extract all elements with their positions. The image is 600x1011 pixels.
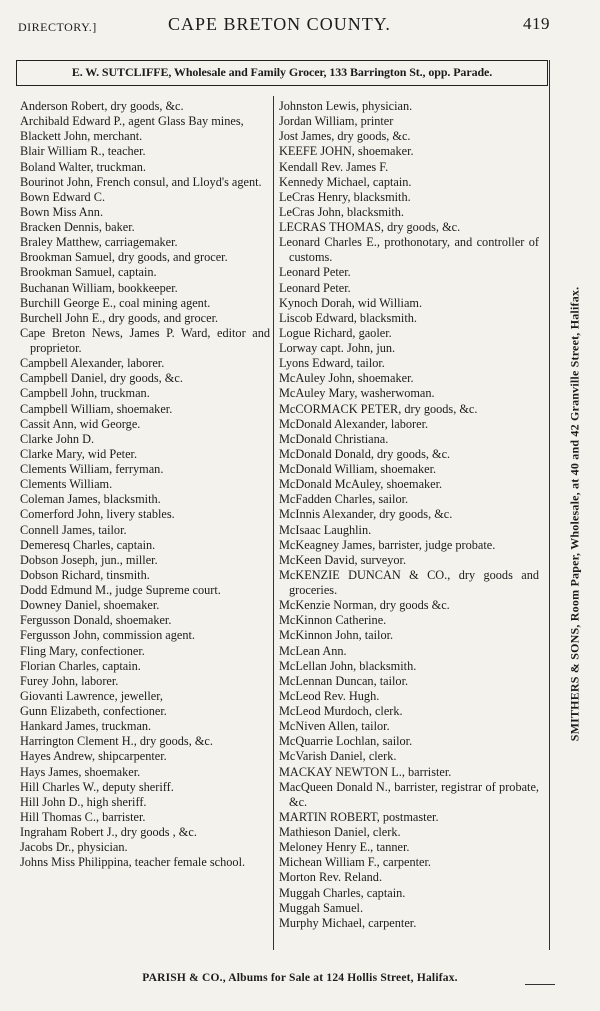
directory-entry: McQuarrie Lochlan, sailor. — [279, 734, 413, 749]
directory-entry: Leonard Peter. — [279, 280, 351, 295]
directory-entry: Bown Miss Ann. — [20, 204, 104, 219]
directory-entry: McLeod Rev. Hugh. — [279, 688, 380, 703]
column-divider — [273, 96, 274, 950]
directory-entry: Fergusson Donald, shoemaker. — [20, 613, 172, 628]
directory-entry: McKinnon John, tailor. — [279, 628, 394, 643]
directory-entry: Mathieson Daniel, clerk. — [279, 825, 401, 839]
page-number: 419 — [523, 14, 550, 33]
directory-entry: Meloney Henry E., tanner. — [279, 840, 410, 855]
directory-entry: Florian Charles, captain. — [20, 658, 141, 673]
directory-entry: McKeagney James, barrister, judge probate. — [279, 537, 496, 552]
directory-entry: Jordan William, printer — [279, 114, 394, 129]
directory-entry: Muggah Samuel. — [279, 900, 364, 915]
directory-entry: McLean Ann. — [279, 643, 347, 658]
directory-entry: Logue Richard, gaoler. — [279, 325, 392, 340]
directory-entry: McKENZIE DUNCAN & CO., dry goods and groceries. — [279, 567, 539, 597]
directory-entry: Connell James, tailor. — [20, 522, 127, 537]
top-advertisement: E. W. SUTCLIFFE, Wholesale and Family Grocer, 133 Barrington St., opp. Parade. — [16, 60, 548, 86]
directory-entry: Cape Breton News, James P. Ward, editor and proprietor. — [20, 325, 270, 355]
directory-entry: Burchell John E., dry goods, and grocer. — [20, 310, 219, 325]
directory-entry: Kendall Rev. James F. — [279, 159, 389, 174]
directory-entry: KEEFE JOHN, shoemaker. — [279, 144, 414, 159]
directory-entry: McKeen David, surveyor. — [279, 552, 407, 567]
directory-entry: McIsaac Laughlin. — [279, 522, 372, 537]
directory-entry: McAuley Mary, washerwoman. — [279, 386, 435, 401]
directory-entry: Leonard Charles E., prothonotary, and controller of customs. — [279, 235, 539, 265]
directory-entry: Clements William, ferryman. — [20, 462, 164, 476]
directory-entry: Demeresq Charles, captain. — [20, 537, 156, 552]
directory-entry: Johnston Lewis, physician. — [279, 99, 413, 113]
directory-entry: Clarke John D. — [20, 431, 95, 446]
directory-entry: Brookman Samuel, dry goods, and grocer. — [20, 250, 228, 265]
directory-entry: Cassit Ann, wid George. — [20, 416, 141, 431]
directory-entry: McNiven Allen, tailor. — [279, 719, 390, 734]
directory-entry: Muggah Charles, captain. — [279, 885, 406, 900]
directory-entry: Campbell Daniel, dry goods, &c. — [20, 371, 183, 386]
directory-entry: Lyons Edward, tailor. — [279, 356, 385, 371]
directory-entry: McCORMACK PETER, dry goods, &c. — [279, 401, 478, 416]
directory-entry: Brookman Samuel, captain. — [20, 265, 157, 280]
directory-entry: Fergusson John, commission agent. — [20, 628, 196, 643]
directory-entry: Murphy Michael, carpenter. — [279, 915, 417, 930]
directory-entry: Burchill George E., coal mining agent. — [20, 295, 211, 310]
directory-entry: Clarke Mary, wid Peter. — [20, 446, 138, 461]
directory-entry: MARTIN ROBERT, postmaster. — [279, 809, 439, 824]
directory-entry: Downey Daniel, shoemaker. — [20, 598, 160, 613]
directory-entry: Gunn Elizabeth, confectioner. — [20, 704, 167, 718]
directory-entry: Fling Mary, confectioner. — [20, 643, 145, 658]
directory-entry: Clements William. — [20, 477, 113, 492]
footer-rule — [525, 984, 555, 985]
directory-entry: Furey John, laborer. — [20, 673, 119, 688]
directory-entry: Hill John D., high sheriff. — [20, 794, 147, 809]
directory-entry: McInnis Alexander, dry goods, &c. — [279, 507, 453, 522]
directory-entry: Boland Walter, truckman. — [20, 159, 147, 174]
directory-entry: Giovanti Lawrence, jeweller, — [20, 688, 163, 703]
directory-entry: Bourinot John, French consul, and Lloyd's agent. — [20, 174, 262, 189]
directory-entry: LECRAS THOMAS, dry goods, &c. — [279, 220, 461, 234]
directory-entry: Leonard Peter. — [279, 265, 351, 280]
directory-entry: LeCras Henry, blacksmith. — [279, 189, 411, 204]
directory-entry: McFadden Charles, sailor. — [279, 492, 409, 507]
directory-entry: McAuley John, shoemaker. — [279, 371, 414, 386]
directory-entry: McDonald William, shoemaker. — [279, 462, 437, 476]
directory-entry: MACKAY NEWTON L., barrister. — [279, 764, 452, 779]
directory-entry: MacQueen Donald N., barrister, registrar of probate, &c. — [279, 779, 539, 809]
directory-entry: Anderson Robert, dry goods, &c. — [20, 99, 184, 113]
directory-entry: Harrington Clement H., dry goods, &c. — [20, 734, 213, 749]
directory-entry: Braley Matthew, carriagemaker. — [20, 235, 178, 250]
right-column — [279, 99, 539, 931]
directory-entry: Kynoch Dorah, wid William. — [279, 295, 423, 310]
directory-entry: McKenzie Norman, dry goods &c. — [279, 598, 450, 613]
directory-entry: Ingraham Robert J., dry goods , &c. — [20, 825, 197, 839]
directory-entry: Bracken Dennis, baker. — [20, 220, 135, 234]
directory-entry: McLeod Murdoch, clerk. — [279, 704, 403, 718]
directory-entry: Hays James, shoemaker. — [20, 764, 141, 779]
directory-entry: McLellan John, blacksmith. — [279, 658, 417, 673]
directory-entry: Liscob Edward, blacksmith. — [279, 310, 417, 325]
directory-entry: McDonald Donald, dry goods, &c. — [279, 446, 451, 461]
directory-entry: Hill Charles W., deputy sheriff. — [20, 779, 174, 794]
page-header — [18, 14, 550, 38]
directory-entry: Dobson Joseph, jun., miller. — [20, 552, 158, 567]
directory-entry: Dobson Richard, tinsmith. — [20, 567, 150, 582]
directory-entry: Jost James, dry goods, &c. — [279, 129, 411, 144]
directory-entry: Bown Edward C. — [20, 189, 106, 204]
directory-entry: McDonald McAuley, shoemaker. — [279, 477, 443, 492]
directory-entry: Blackett John, merchant. — [20, 129, 143, 144]
directory-entry: Blair William R., teacher. — [20, 144, 146, 159]
directory-entry: McKinnon Catherine. — [279, 613, 387, 628]
directory-entry: McVarish Daniel, clerk. — [279, 749, 397, 764]
directory-entry: Jacobs Dr., physician. — [20, 840, 128, 855]
left-column — [20, 99, 270, 870]
directory-entry: Hankard James, truckman. — [20, 719, 152, 734]
directory-entry: McLennan Duncan, tailor. — [279, 673, 409, 688]
directory-entry: Coleman James, blacksmith. — [20, 492, 161, 507]
directory-entry: Kennedy Michael, captain. — [279, 174, 412, 189]
directory-entry: Hill Thomas C., barrister. — [20, 809, 146, 824]
bottom-advertisement: PARISH & CO., Albums for Sale at 124 Hollis Street, Halifax. — [142, 972, 458, 984]
directory-entry: Lorway capt. John, jun. — [279, 341, 396, 355]
directory-entry: Campbell Alexander, laborer. — [20, 356, 165, 371]
directory-entry: Morton Rev. Reland. — [279, 870, 383, 885]
directory-entry: Hayes Andrew, shipcarpenter. — [20, 749, 167, 764]
directory-entry: Campbell John, truckman. — [20, 386, 150, 401]
directory-entry: LeCras John, blacksmith. — [279, 204, 404, 219]
section-label: DIRECTORY.] — [18, 20, 97, 34]
directory-entry: Dodd Edmund M., judge Supreme court. — [20, 583, 221, 597]
directory-entry: Archibald Edward P., agent Glass Bay mines, — [20, 114, 244, 129]
directory-entry: Johns Miss Philippina, teacher female school. — [20, 855, 246, 870]
margin-rule — [549, 60, 550, 950]
directory-entry: Buchanan William, bookkeeper. — [20, 280, 178, 295]
side-advertisement: SMITHERS & SONS, Room Paper, Wholesale, at 40 and 42 Granville Street, Halifax. — [567, 286, 582, 742]
directory-entry: McDonald Alexander, laborer. — [279, 416, 429, 431]
page-title: CAPE BRETON COUNTY. — [168, 14, 391, 34]
directory-entry: McDonald Christiana. — [279, 431, 389, 446]
directory-entry: Michean William F., carpenter. — [279, 855, 431, 870]
directory-entry: Comerford John, livery stables. — [20, 507, 175, 522]
directory-entry: Campbell William, shoemaker. — [20, 401, 173, 416]
